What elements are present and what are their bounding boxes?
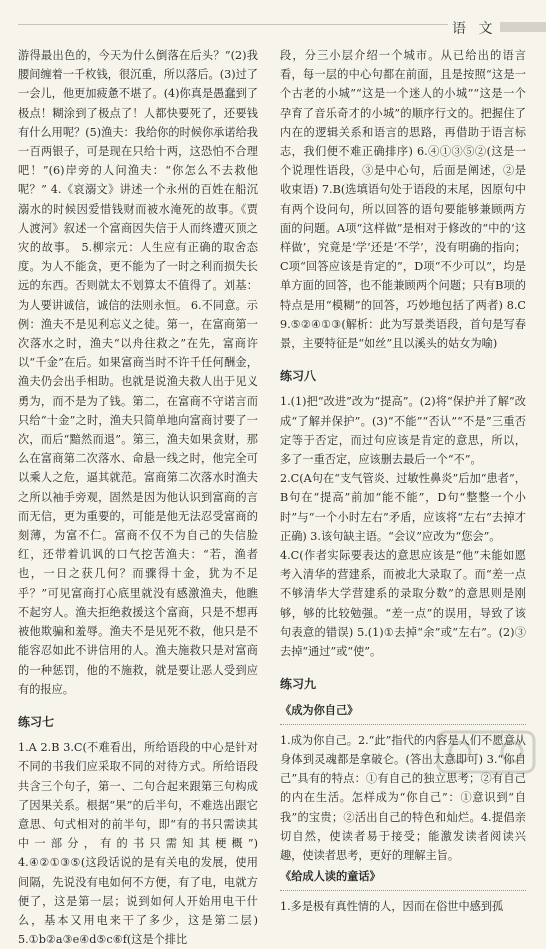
answer-paragraph: 1.A 2.B 3.C(不难看出，所给语段的中心是针对不同的书我们应采取不同的对待方式。所给语段共含三个句子，第一、二句合起来跟第三句构成了因果关系。根据“果”的后半句，不难选出跟它意思、句式相对的前半句，即“有的书只需读其中一部分，有的书只需知其梗概”) 4.④②①③⑤(这段话说的是有关电的发展，使用间隔，先说没有电如何不方便，有了电，电就方便了，这是第一层；说到如何人开始用电干什么，基本又用电来干了多少，这是第二层) 5.①b②a③e④d⑤c⑥f(这是个排比 <box>18 741 258 947</box>
answer-paragraph: 游得最出色的，今天为什么倒落在后头？”(2)我腰间缠着一千枚钱，很沉重，所以落后。(3)过了一会儿，他更加疲惫不堪了。(4)你真是愚蠢到了极点！糊涂到了极点了！人都快要死了，还要钱有什么用呢？(5)渔夫：我给你的时候你承诺给我一百两银子，可是现在只给十两，这恐怕不合理吧！”(6)岸旁的人问渔夫：“你怎么不去救他呢？” 4.《哀溺文》讲述一个永州的百姓在船沉溺水的时候因爱惜钱财而被水淹死的故事。《贾人渡河》叙述一个富商因失信于人而终遭灭顶之灾的故事。 5.柳宗元：人生应有正确的取舍态度。为人不能贪，更不能为了一时之利而损失长远的东西。否则就太不划算太不值得了。刘基：为人要讲诚信，诚信的法则永恒。 6.不同意。示例：渔夫不是见利忘义之徒。第一，在富商第一次落水之时，渔夫“以舟往救之”在先，富商许以“千金”在后。如果富商当时不许千任何酬金，渔夫仍会出手相助。也就是说渔夫救人出于见义勇为，而不是为了钱。第二，在富商不守诺言而只给“十金”之时，渔夫只简单地向富商讨要了一次，而后“黯然而退”。第三，渔夫如果贪财，那么在富商第二次落水、命悬一线之时，他完全可以乘人之危，逼其就范。富商第二次落水时渔夫之所以袖手旁观，固然是因为他认识到富商的言而无信，更为重要的，可能是他无法忍受富商的刻薄，为富不仁。富商不仅不为自己的失信脸红，还带着讥讽的口气挖苦渔夫：“若，渔者也，一日之获几何？而骤得十金，犹为不足乎？”可见富商打心底里就没有感激渔夫，他瞧不起穷人。渔夫拒绝救援这个富商，只是不想再被他欺骗和羞辱。渔夫不是见死不救，他只是不能容忍如此不讲信用的人。渔夫施救只是对富商的一种惩罚，他的不施救，就是要让恶人受到应有的报应。 <box>18 49 258 696</box>
answer-paragraph: 2.C(A句在“支气管炎、过敏性鼻炎”后加“患者”，B句在“提高”前加“能不能”，D句“整整一个小时”与“一个小时左右”矛盾，应该将“左右”去掉才正确) 3.该句缺主语。“会议”应改为“您会”。 <box>280 472 526 543</box>
dotted-rule <box>280 890 526 891</box>
subsection-title: 《给成人读的童话》 <box>280 869 381 884</box>
answer-paragraph: 1.多是极有真性情的人，因而在俗世中感到孤 <box>280 900 504 914</box>
header-bar <box>500 22 546 32</box>
answer-paragraph: 4.C(作者实际要表达的意思应该是“他”未能如愿考入清华的营建系，而被北大录取了。而“差一点不够清华大学营建系的录取分数”的意思则是刚够，够的比较勉强。“差一点”的误用，导致了该句表意的错误) 5.(1)①去掉“余”或“左右”。(2)③去掉“通过”或“使”。 <box>280 549 526 659</box>
section-title-9: 练习九 <box>280 677 317 692</box>
left-column <box>18 46 258 949</box>
section-title-7: 练习七 <box>18 714 55 729</box>
dotted-rule <box>280 724 526 725</box>
right-column <box>280 46 526 917</box>
subsection-title: 《成为你自己》 <box>280 702 359 717</box>
section-title-8: 练习八 <box>280 369 317 384</box>
answer-paragraph: 1.(1)把“改进”改为“提高”。(2)将“保护并了解”改成“了解并保护”。(3)“不能”“否认”“不是”三重否定等于否定，而过句应该是肯定的意思，所以，多了一重否定，应该删去最后一个“不”。 <box>280 395 526 467</box>
answer-paragraph: 1.成为你自己。2.“此”指代的内容是人们不愿意从身体到灵魂都是拿破仑。(答出大意即可) 3.“你自己”具有的特点：①有自己的独立思考；②有自己的内在生活。怎样成为“你自己”：①意识到“自我”的宝贵；②活出自己的特色和灿烂。4.提倡亲切自然，使读者易于接受；能激发读者阅读兴趣，使读者思考，更好的理解主旨。 <box>280 733 526 862</box>
header-rule <box>18 24 448 25</box>
watermark-logo <box>436 728 536 776</box>
page-header <box>0 0 546 44</box>
subject-label: 语 文 <box>452 21 497 37</box>
answer-paragraph: 段，分三小层介绍一个城市。从已给出的语言看，每一层的中心句都在前面，且是按照“这是一个古老的小城”“这是一个迷人的小城”“这是一个孕育了音乐奇才的小城”的顺序行文的。把握住了内在的逻辑关系和语言的思路，再借助于语言标志，我们便不难正确排序) 6.④①③⑤②(这是一个说理性语段，③是中心句，后面是阐述，②是收束语) 7.B(选填语句处于语段的末尾，因原句中有两个设问句，所以回答的语句要能够兼顾两方面的问题。A项“这样做”是相对于修改的“中的‘这样做’，究竟是‘学’还是‘不学’，没有明确的指向；C项“回答应该是肯定的”，D项“不少可以”，均是单方面的回答，也不能兼顾两个问题；只有B项的特点是用“模糊”的回答，巧妙地包括了两者) 8.C 9.⑤②④①③(解析：此为写景类语段，首句是写春景，主要特征是“如丝”且以溪头的姑女为喻) <box>280 49 526 351</box>
